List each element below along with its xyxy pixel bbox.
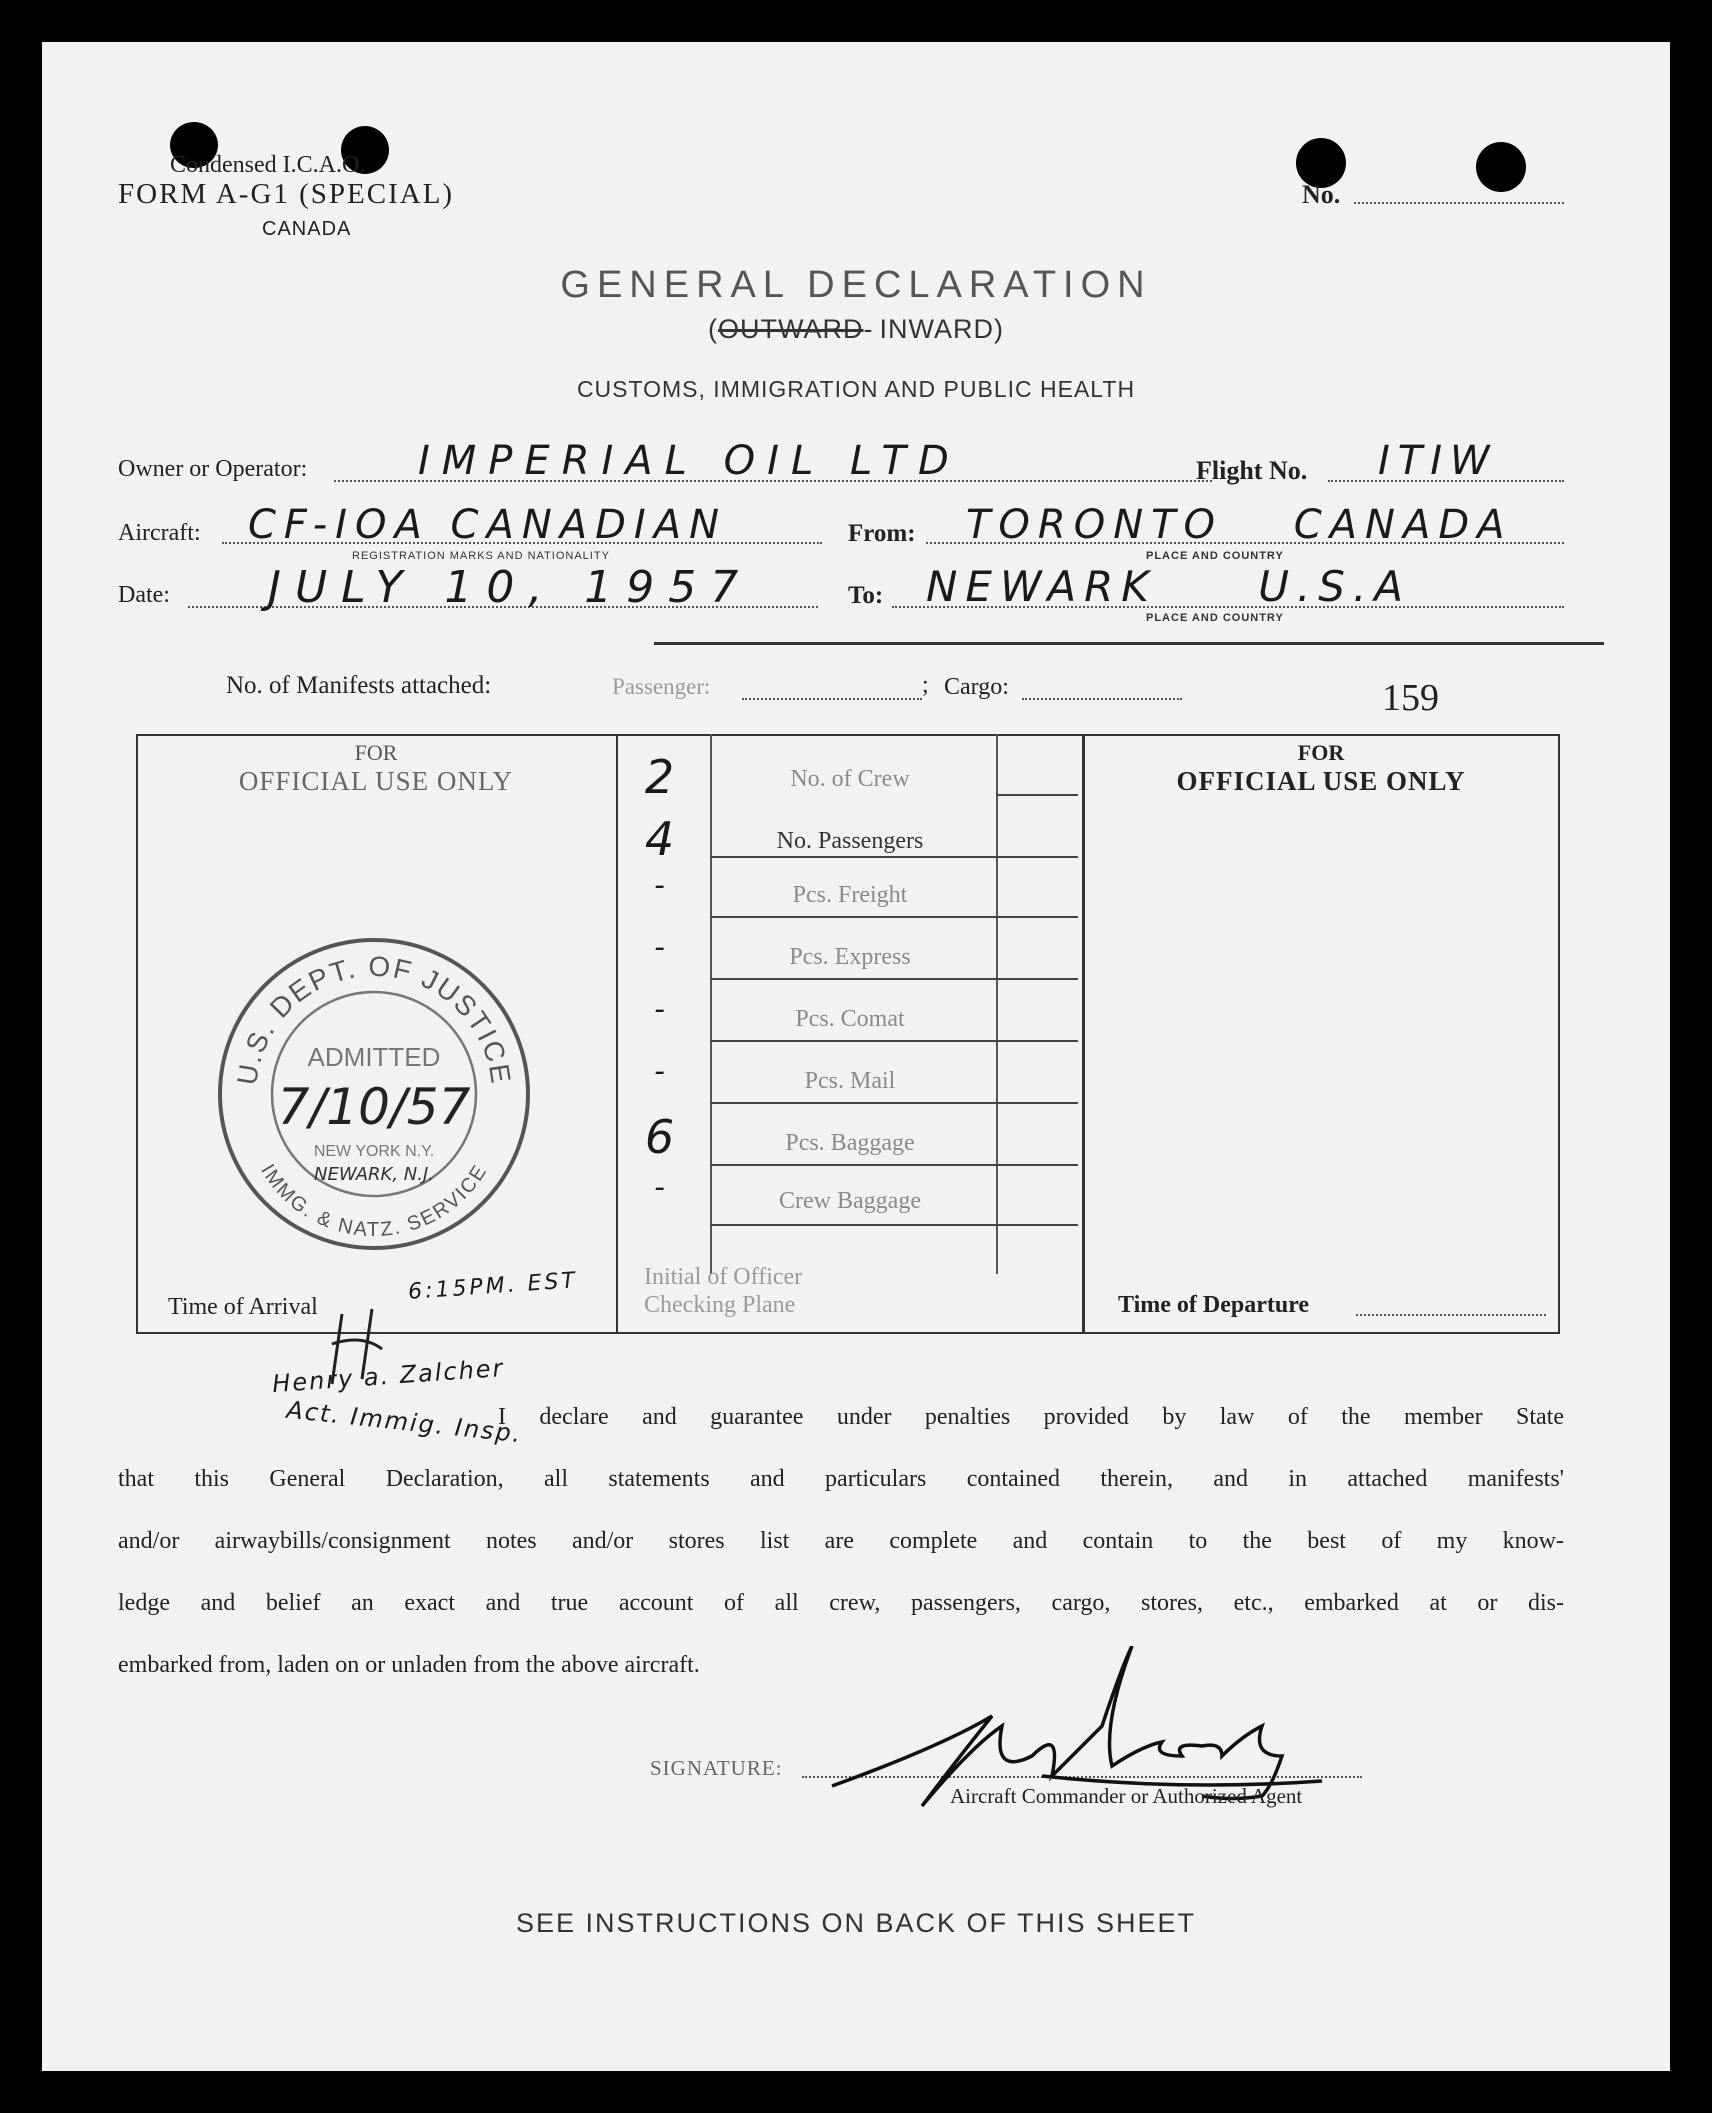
declaration-line: and/or airwaybills/consignment notes and/or stores list are complete and contain to the best of my know- <box>118 1528 1564 1554</box>
left-for-label: FOR <box>354 740 398 765</box>
signature-caption: Aircraft Commander or Authorized Agent <box>950 1784 1303 1808</box>
crew-baggage-count[interactable]: - <box>654 1170 673 1205</box>
table-row <box>616 796 1082 866</box>
freight-count[interactable]: - <box>654 868 673 903</box>
stamp-place-printed: NEW YORK N.Y. <box>313 1143 435 1160</box>
right-official-title: OFFICIAL USE ONLY <box>1176 766 1466 796</box>
flight-label: Flight No. <box>1196 456 1308 485</box>
stamp-ring-bottom: IMMG. & NATZ. SERVICE <box>256 1160 492 1241</box>
to-label: To: <box>848 582 884 609</box>
initial-label-2: Checking Plane <box>644 1292 796 1318</box>
table-row <box>616 920 1082 982</box>
to-caption: PLACE AND COUNTRY <box>1146 612 1284 624</box>
paren-close: ) <box>993 314 1004 344</box>
passenger-manifest-label: Passenger: <box>612 674 711 699</box>
footer-instructions: SEE INSTRUCTIONS ON BACK OF THIS SHEET <box>515 1908 1197 1938</box>
row-rule <box>710 978 1078 980</box>
signature-svg <box>802 1646 1402 1866</box>
inward-label: INWARD <box>879 314 994 344</box>
table-row <box>616 1168 1082 1268</box>
aircraft-caption: REGISTRATION MARKS AND NATIONALITY <box>352 550 610 562</box>
stamp-seal <box>214 934 534 1254</box>
departure-field[interactable] <box>1356 1314 1546 1316</box>
row-label: Pcs. Freight <box>792 882 908 908</box>
cargo-manifest-field[interactable] <box>1022 698 1182 700</box>
table-row <box>616 734 1082 804</box>
stamp-place-handwritten: NEWARK, N.J. <box>313 1164 435 1185</box>
stamp-admitted: ADMITTED <box>307 1042 441 1072</box>
direction-line: (OUTWARD- INWARD) <box>708 314 1004 344</box>
stamp-date: 7/10/57 <box>277 1078 471 1136</box>
left-official-title: OFFICIAL USE ONLY <box>238 766 514 796</box>
crew-count[interactable]: 2 <box>644 750 683 804</box>
table-row <box>616 1106 1082 1168</box>
table-row <box>616 858 1082 920</box>
comat-count[interactable]: - <box>654 992 673 1027</box>
declaration-form <box>42 42 1670 2071</box>
cargo-count-table <box>616 734 1082 1274</box>
row-label: Pcs. Baggage <box>785 1130 915 1156</box>
semicolon: ; <box>922 672 929 698</box>
row-rule <box>710 1164 1078 1166</box>
arrival-value[interactable]: 6:15PM. EST <box>407 1268 579 1305</box>
mail-count[interactable]: - <box>654 1054 673 1089</box>
owner-value[interactable]: IMPERIAL OIL LTD <box>418 438 961 484</box>
punch-hole <box>1476 142 1526 192</box>
passenger-manifest-field[interactable] <box>742 698 922 700</box>
aircraft-label: Aircraft: <box>118 520 201 546</box>
row-label: No. of Crew <box>790 766 910 792</box>
row-label: No. Passengers <box>776 828 924 854</box>
date-label: Date: <box>118 582 170 608</box>
initial-mark-svg <box>312 1304 412 1394</box>
section-divider <box>654 642 1604 645</box>
row-rule <box>710 916 1078 918</box>
passengers-count[interactable]: 4 <box>644 812 683 866</box>
row-rule <box>710 1224 1078 1226</box>
manifest-number: 159 <box>1382 677 1439 719</box>
row-label: Pcs. Comat <box>795 1006 905 1032</box>
org-line: Condensed I.C.A.O. <box>170 152 366 178</box>
date-value[interactable]: JULY 10, 1957 <box>268 562 753 613</box>
officer-title: Act. Immig. Insp. <box>285 1395 524 1449</box>
baggage-count[interactable]: 6 <box>644 1110 683 1164</box>
from-value[interactable]: TORONTO CANADA <box>966 502 1513 548</box>
form-number-label: No. <box>1302 180 1341 209</box>
cargo-manifest-label: Cargo: <box>944 674 1009 700</box>
table-row <box>616 982 1082 1044</box>
initial-label-1: Initial of Officer <box>644 1264 803 1290</box>
owner-label: Owner or Operator: <box>118 456 308 482</box>
country-label: CANADA <box>262 218 352 240</box>
row-label: Pcs. Express <box>789 944 911 970</box>
page-title: GENERAL DECLARATION <box>560 264 1152 306</box>
arrival-label: Time of Arrival <box>168 1294 318 1320</box>
declaration-line: that this General Declaration, all statements and particulars contained therein, and in attached manifests' <box>118 1466 1564 1492</box>
flight-value[interactable]: ITIW <box>1378 438 1498 484</box>
aircraft-value[interactable]: CF-IOA CANADIAN <box>248 502 728 548</box>
form-number-field[interactable] <box>1354 202 1564 204</box>
commander-signature[interactable] <box>802 1646 1402 1871</box>
row-rule <box>710 1040 1078 1042</box>
row-rule <box>710 1102 1078 1104</box>
signature-label: SIGNATURE: <box>650 1756 783 1780</box>
to-value[interactable]: NEWARK U.S.A <box>926 562 1412 611</box>
row-label: Crew Baggage <box>779 1188 921 1214</box>
stamp-ring-top: U.S. DEPT. OF JUSTICE <box>231 950 517 1088</box>
row-label: Pcs. Mail <box>804 1068 896 1094</box>
box-divider-right <box>1082 734 1085 1334</box>
express-count[interactable]: - <box>654 930 673 965</box>
outward-struck: OUTWARD <box>718 314 864 344</box>
manifests-label: No. of Manifests attached: <box>226 672 492 699</box>
declaration-line: ledge and belief an exact and true account of all crew, passengers, cargo, stores, etc., embarked at or dis- <box>118 1590 1564 1616</box>
page-subtitle: CUSTOMS, IMMIGRATION AND PUBLIC HEALTH <box>576 376 1136 402</box>
declaration-line: I declare and guarantee under penalties provided by law of the member State <box>498 1404 1564 1430</box>
officer-initial-mark <box>312 1304 412 1399</box>
right-for-label: FOR <box>1297 740 1345 765</box>
form-line: FORM A-G1 (SPECIAL) <box>118 178 455 210</box>
paren-open: ( <box>708 314 718 344</box>
officer-name: Henry a. Zalcher <box>271 1353 506 1399</box>
departure-label: Time of Departure <box>1118 1292 1310 1318</box>
declaration-line: embarked from, laden on or unladen from the above aircraft. <box>118 1652 700 1678</box>
from-caption: PLACE AND COUNTRY <box>1146 550 1284 562</box>
from-label: From: <box>848 520 916 547</box>
table-row <box>616 1044 1082 1106</box>
admitted-stamp <box>214 934 534 1254</box>
